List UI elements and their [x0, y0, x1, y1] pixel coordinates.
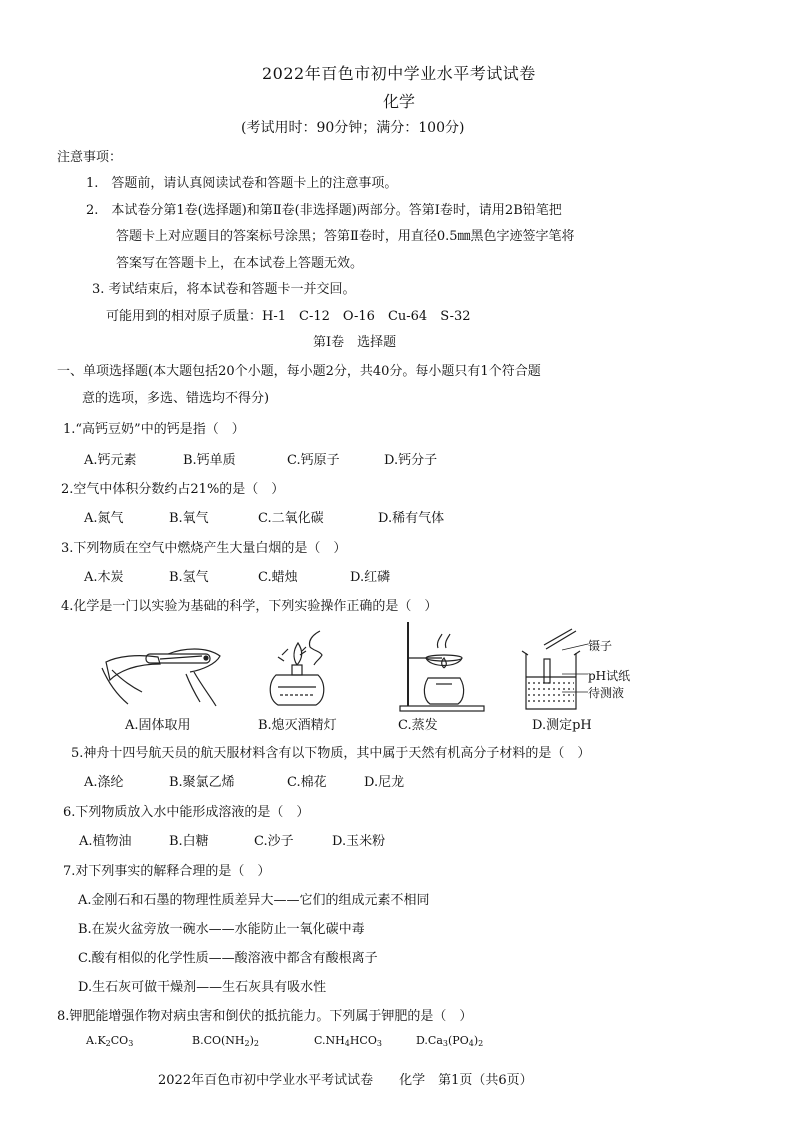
q5-option-c: C.棉花 [287, 775, 327, 790]
q1-option-a: A.钙元素 [84, 453, 137, 468]
q3-option-b: B.氢气 [169, 570, 209, 585]
page-footer: 2022年百色市初中学业水平考试试卷 化学 第1页（共6页） [158, 1073, 533, 1088]
q7-option-d: D.生石灰可做干燥剂——生石灰具有吸水性 [78, 980, 327, 995]
figure-solid-taking [98, 632, 228, 712]
q3-option-a: A.木炭 [84, 570, 124, 585]
q4-option-c: C.蒸发 [398, 718, 438, 733]
section-intro-line-1: 一、单项选择题(本大题包括20个小题，每小题2分，共40分。每小题只有1个符合题 [57, 364, 541, 379]
q2-option-b: B.氧气 [169, 511, 209, 526]
q8-option-d: $D.Ca_3(PO_4)_2$ [416, 1034, 484, 1048]
q1-option-d: D.钙分子 [384, 453, 438, 468]
question-1-stem: 1.“高钙豆奶”中的钙是指（ ） [63, 422, 245, 437]
q8-option-a: $A.K_2CO_3$ [86, 1034, 134, 1048]
q4-option-d: D.测定pH [532, 718, 592, 733]
q2-option-d: D.稀有气体 [378, 511, 445, 526]
question-6-stem: 6.下列物质放入水中能形成溶液的是（ ） [63, 805, 310, 820]
q1-option-c: C.钙原子 [287, 453, 340, 468]
label-test-liquid: 待测液 [588, 686, 625, 700]
q3-option-d: D.红磷 [350, 570, 391, 585]
section-intro-line-2: 意的选项，多选、错选均不得分) [82, 391, 270, 406]
note-item-2-line-2: 答题卡上对应题目的答案标号涂黑；答第Ⅱ卷时，用直径0.5㎜黑色字迹签字笔将 [116, 229, 575, 244]
figure-alcohol-lamp [262, 625, 342, 715]
q3-option-c: C.蜡烛 [258, 570, 298, 585]
exam-time-info: (考试用时：90分钟；满分：100分) [241, 120, 465, 136]
atomic-mass-info: 可能用到的相对原子质量：H-1 C-12 O-16 Cu-64 S-32 [106, 309, 471, 324]
q4-option-b: B.熄灭酒精灯 [258, 718, 337, 733]
q7-option-c: C.酸有相似的化学性质——酸溶液中都含有酸根离子 [78, 951, 378, 966]
q5-option-d: D.尼龙 [364, 775, 405, 790]
q2-option-c: C.二氧化碳 [258, 511, 324, 526]
q7-option-b: B.在炭火盆旁放一碗水——水能防止一氧化碳中毒 [78, 922, 365, 937]
q4-option-a: A.固体取用 [125, 718, 191, 733]
q6-option-b: B.白糖 [169, 834, 209, 849]
q5-option-b: B.聚氯乙烯 [169, 775, 235, 790]
question-3-stem: 3.下列物质在空气中燃烧产生大量白烟的是（ ） [61, 541, 347, 556]
subject-title: 化学 [383, 92, 416, 111]
q8-option-b: $B.CO(NH_2)_2$ [192, 1034, 260, 1048]
notes-heading: 注意事项： [57, 150, 123, 165]
label-ph-paper: pH试纸 [588, 669, 631, 683]
q6-option-d: D.玉米粉 [332, 834, 386, 849]
q2-option-a: A.氮气 [84, 511, 124, 526]
question-2-stem: 2.空气中体积分数约占21%的是（ ） [61, 482, 285, 497]
note-item-1: 1. 答题前，请认真阅读试卷和答题卡上的注意事项。 [86, 176, 398, 191]
page-title: 2022年百色市初中学业水平考试试卷 [262, 64, 536, 83]
q7-option-a: A.金刚石和石墨的物理性质差异大——它们的组成元素不相同 [78, 893, 430, 908]
question-5-stem: 5.神舟十四号航天员的航天服材料含有以下物质，其中属于天然有机高分子材料的是（ ） [71, 746, 591, 761]
q5-option-a: A.涤纶 [84, 775, 124, 790]
figure-evaporation [398, 618, 488, 713]
label-tweezers: 镊子 [588, 639, 613, 653]
question-7-stem: 7.对下列事实的解释合理的是（ ） [63, 864, 271, 879]
note-item-2-line-1: 2. 本试卷分第1卷(选择题)和第Ⅱ卷(非选择题)两部分。答第Ⅰ卷时，请用2B铅笔把 [86, 203, 562, 218]
question-8-stem: 8.钾肥能增强作物对病虫害和倒伏的抵抗能力。下列属于钾肥的是（ ） [57, 1009, 473, 1024]
q1-option-b: B.钙单质 [183, 453, 236, 468]
note-item-2-line-3: 答案写在答题卡上，在本试卷上答题无效。 [116, 256, 364, 271]
q6-option-a: A.植物油 [79, 834, 132, 849]
question-4-stem: 4.化学是一门以实验为基础的科学，下列实验操作正确的是（ ） [61, 599, 438, 614]
note-item-3: 3. 考试结束后，将本试卷和答题卡一并交回。 [92, 282, 356, 297]
q6-option-c: C.沙子 [254, 834, 294, 849]
q8-option-c: $C.NH_4HCO_3$ [314, 1034, 382, 1048]
section-title: 第Ⅰ卷 选择题 [313, 335, 397, 350]
